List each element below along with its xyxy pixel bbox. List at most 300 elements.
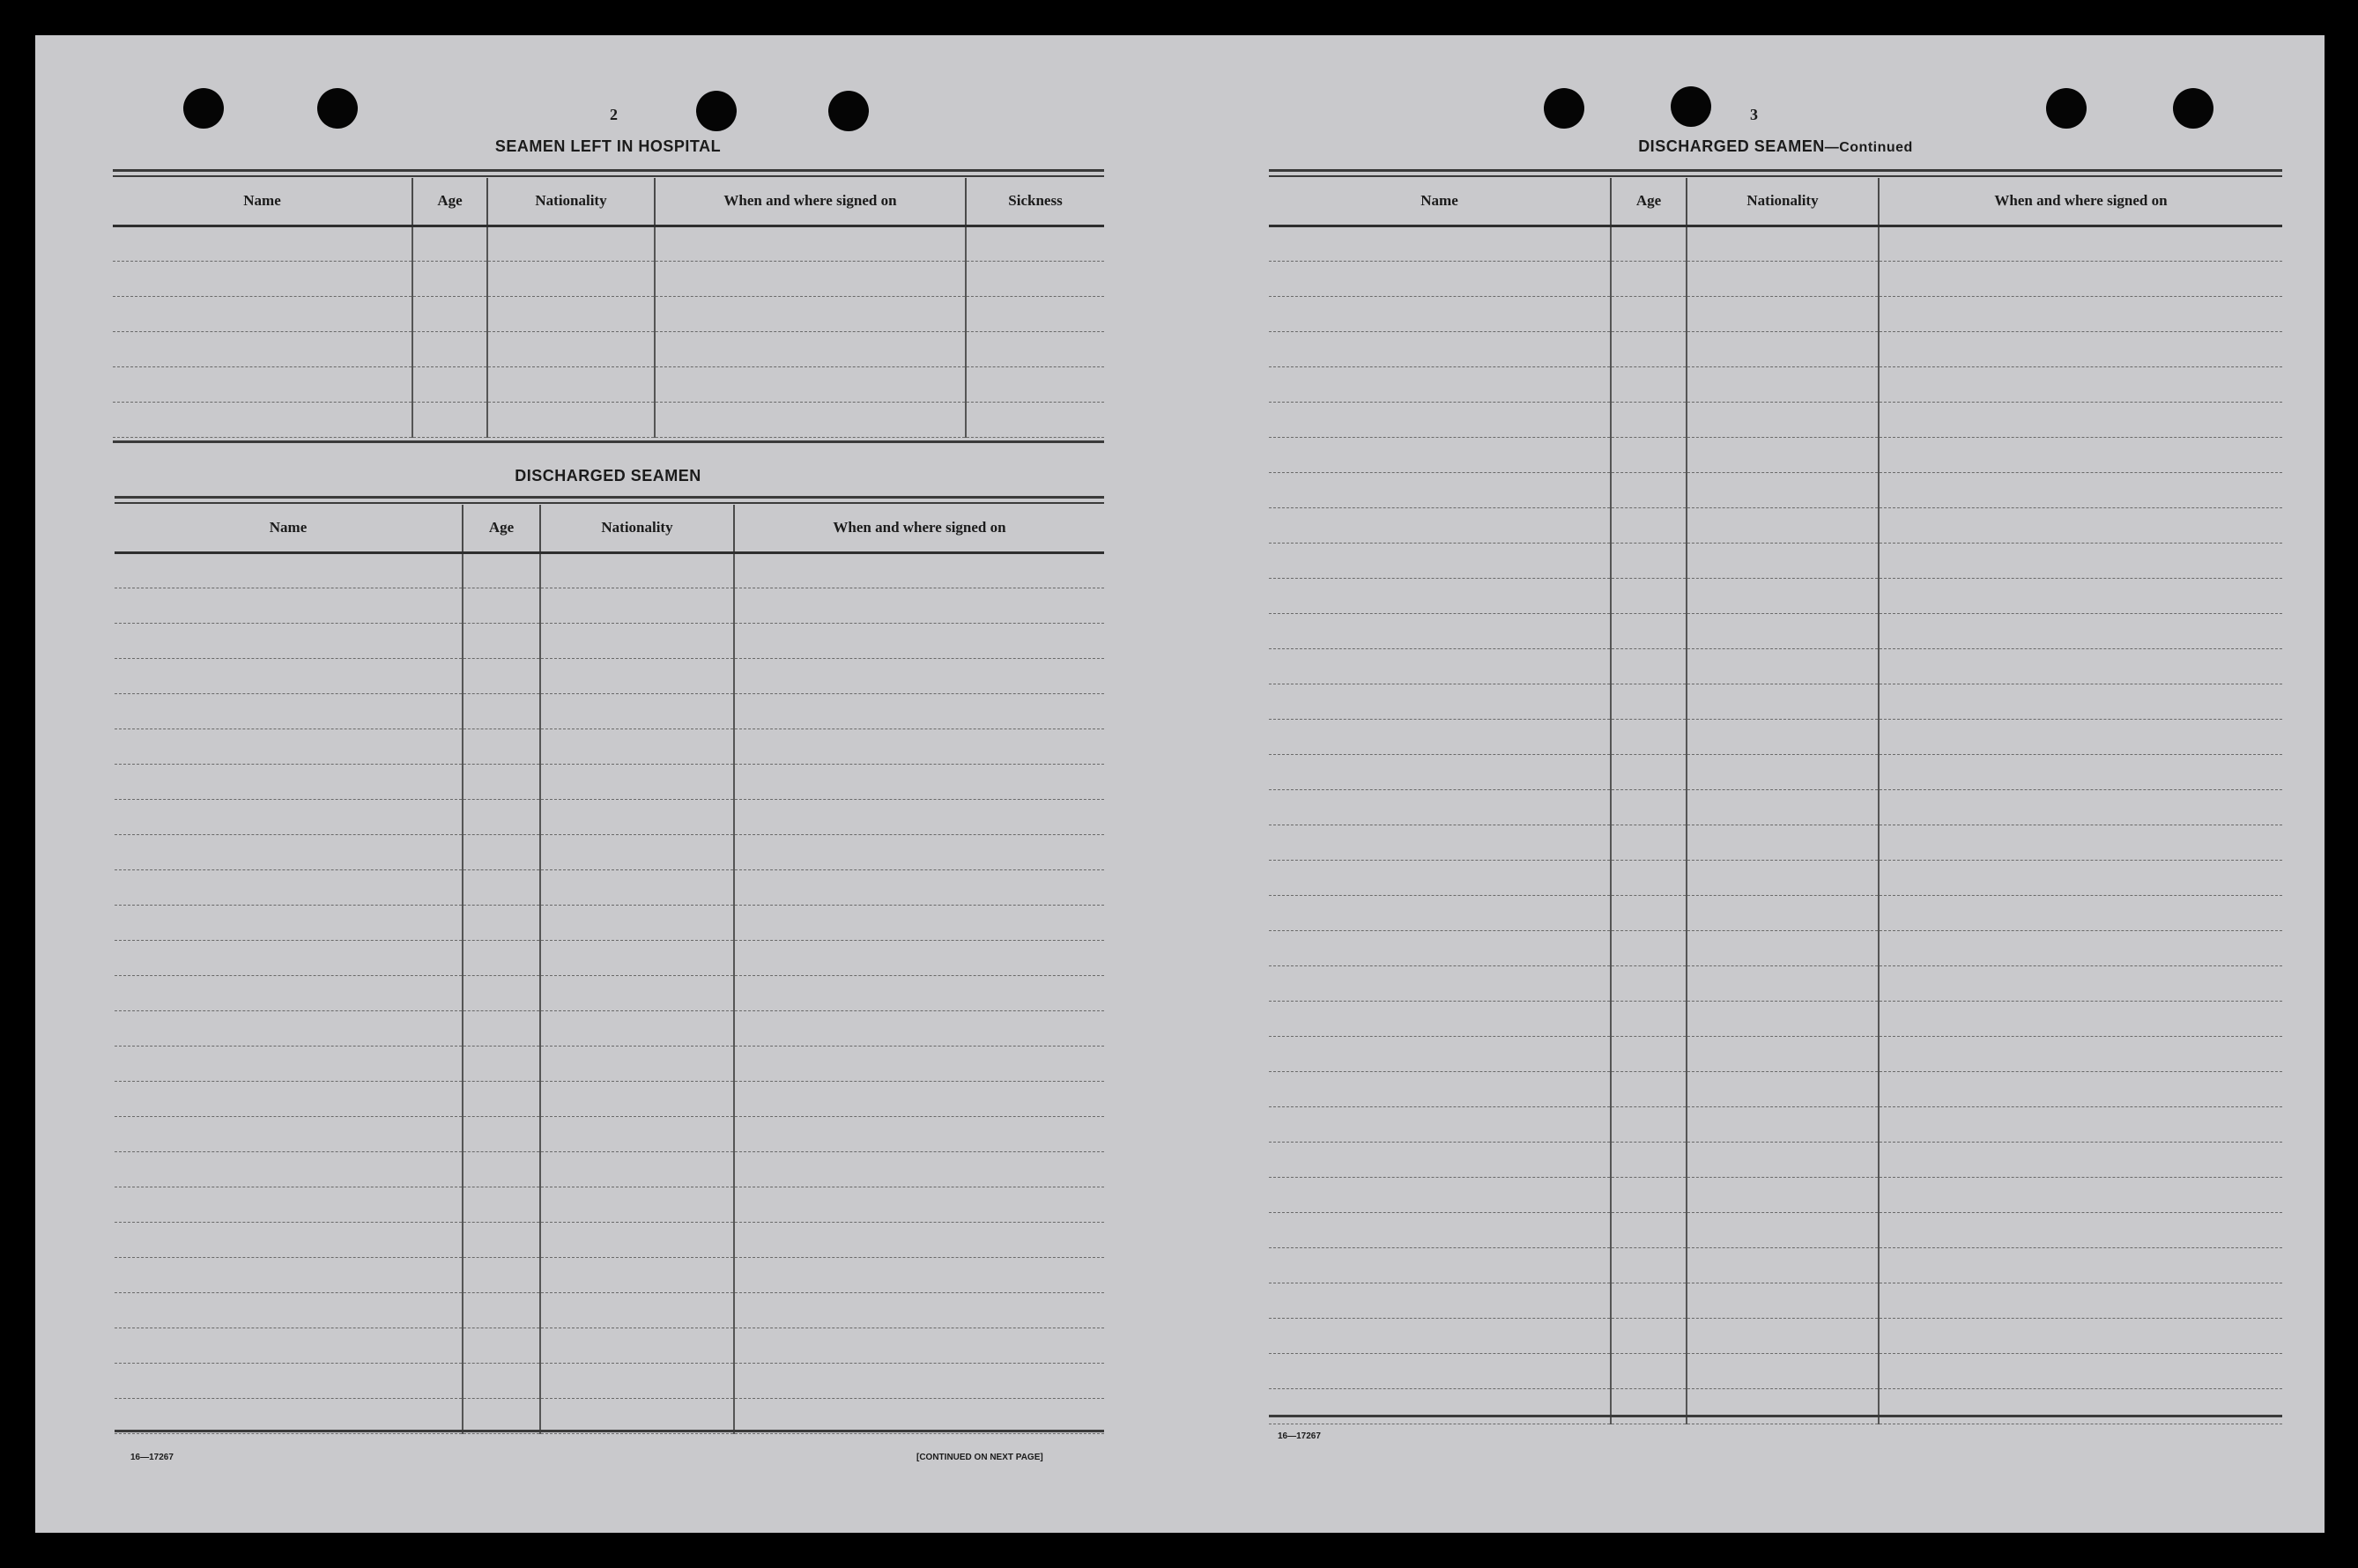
table-cell [1687,578,1879,613]
table-cell [463,1363,540,1398]
page-number-right: 3 [1750,106,1758,123]
table-cell [540,1046,734,1081]
double-rule [115,496,1104,499]
table-row [1269,895,2282,930]
table-cell [734,975,1104,1010]
table-cell [463,1116,540,1151]
table-cell [1611,895,1687,930]
table-row [1269,1353,2282,1388]
column-header-age: Age [463,505,540,552]
table-cell [1687,684,1879,719]
table-cell [463,799,540,834]
table-cell [1269,719,1611,754]
table-cell [1879,789,2282,825]
table-row [115,1398,1104,1433]
table-cell [1687,789,1879,825]
table-cell [1611,402,1687,437]
table-cell [1879,825,2282,860]
table-cell [540,975,734,1010]
table-cell [412,226,487,261]
table-cell [1611,1318,1687,1353]
table-cell [463,975,540,1010]
table-cell [734,658,1104,693]
table-cell [966,261,1104,296]
table-cell [1611,226,1687,261]
table-cell [1611,437,1687,472]
table-cell [734,693,1104,729]
table-cell [1611,1106,1687,1142]
table-cell [113,366,412,402]
table-cell [115,869,463,905]
table-cell [734,729,1104,764]
table-cell [1687,613,1879,648]
table-cell [113,331,412,366]
table-cell [1611,1212,1687,1247]
table-cell [540,693,734,729]
table-cell [1611,1247,1687,1283]
table-cell [1879,543,2282,578]
table-cell [1687,472,1879,507]
discharged-continued-table [1269,178,2282,1424]
punch-hole [1671,86,1711,127]
table-cell [1879,1388,2282,1424]
table-cell [115,1187,463,1222]
table-row [1269,472,2282,507]
table-cell [734,1010,1104,1046]
table-cell [1879,648,2282,684]
table-cell [540,905,734,940]
table-cell [1687,543,1879,578]
table-cell [1611,331,1687,366]
table-cell [1269,613,1611,648]
table-cell [540,799,734,834]
table-row [115,1116,1104,1151]
table-cell [1687,648,1879,684]
table-cell [1687,1283,1879,1318]
table-cell [1611,613,1687,648]
table-cell [1611,366,1687,402]
table-cell [115,1010,463,1046]
table-row [113,261,1104,296]
table-cell [540,834,734,869]
double-rule [115,1430,1104,1432]
table-cell [1687,1247,1879,1283]
table-cell [540,1116,734,1151]
column-header-nationality: Nationality [540,505,734,552]
table-row [115,729,1104,764]
table-row [1269,719,2282,754]
hospital-table [113,178,1104,438]
table-cell [1611,965,1687,1001]
table-cell [115,1257,463,1292]
table-cell [540,1398,734,1433]
table-cell [113,261,412,296]
table-row [115,834,1104,869]
table-cell [1687,754,1879,789]
table-cell [1269,472,1611,507]
table-cell [734,1046,1104,1081]
table-row [115,799,1104,834]
table-row [1269,1036,2282,1071]
table-row [1269,507,2282,543]
table-cell [1687,1177,1879,1212]
table-cell [734,1363,1104,1398]
table-cell [734,1257,1104,1292]
table-cell [1269,789,1611,825]
table-cell [115,552,463,588]
table-cell [1879,366,2282,402]
table-cell [1611,860,1687,895]
table-cell [1687,1142,1879,1177]
table-cell [1269,860,1611,895]
table-cell [115,1081,463,1116]
table-cell [1879,1283,2282,1318]
table-cell [463,1328,540,1363]
table-cell [1269,754,1611,789]
table-cell [1611,930,1687,965]
table-cell [115,940,463,975]
table-cell [1687,507,1879,543]
table-cell [1269,1212,1611,1247]
table-cell [734,1081,1104,1116]
table-row [115,1222,1104,1257]
table-row [113,296,1104,331]
table-cell [1269,331,1611,366]
table-row [1269,366,2282,402]
table-cell [487,261,655,296]
table-cell [487,331,655,366]
table-cell [115,1292,463,1328]
table-row [115,552,1104,588]
table-cell [1879,296,2282,331]
table-row [115,1081,1104,1116]
table-cell [487,226,655,261]
table-cell [1687,1071,1879,1106]
table-cell [1611,684,1687,719]
table-row [1269,543,2282,578]
table-cell [115,905,463,940]
table-cell [1879,860,2282,895]
table-cell [1611,543,1687,578]
column-header-signed-on: When and where signed on [734,505,1104,552]
table-cell [1611,1283,1687,1318]
table-row [1269,1106,2282,1142]
punch-hole [1544,88,1584,129]
double-rule [115,502,1104,504]
section-title-hospital: SEAMEN LEFT IN HOSPITAL [494,137,722,155]
double-rule [113,175,1104,177]
table-cell [412,296,487,331]
punch-hole [183,88,224,129]
table-row [1269,1212,2282,1247]
table-cell [540,869,734,905]
table-cell [1879,1142,2282,1177]
table-cell [1611,1036,1687,1071]
table-cell [1611,825,1687,860]
discharged-table [115,505,1104,1434]
table-row [113,226,1104,261]
table-cell [115,1328,463,1363]
table-cell [1269,1036,1611,1071]
table-cell [540,1151,734,1187]
table-cell [1269,965,1611,1001]
table-cell [1269,648,1611,684]
table-cell [1269,578,1611,613]
table-cell [1879,1212,2282,1247]
table-cell [1687,965,1879,1001]
table-cell [412,366,487,402]
table-row [1269,613,2282,648]
table-cell [115,588,463,623]
punch-hole [317,88,358,129]
table-row [1269,1071,2282,1106]
table-cell [487,296,655,331]
table-cell [1687,1318,1879,1353]
table-cell [734,1398,1104,1433]
table-row [1269,578,2282,613]
table-row [115,588,1104,623]
table-cell [1879,754,2282,789]
table-cell [540,1010,734,1046]
table-cell [463,1046,540,1081]
table-row [115,869,1104,905]
table-cell [115,799,463,834]
column-header-nationality: Nationality [487,178,655,226]
title-main: DISCHARGED SEAMEN [1638,137,1825,155]
table-cell [463,764,540,799]
table-cell [463,1257,540,1292]
table-cell [1687,437,1879,472]
form-number-right: 16—17267 [1278,1431,1321,1441]
table-cell [115,1398,463,1433]
table-cell [463,588,540,623]
table-cell [1879,1247,2282,1283]
table-cell [1879,1353,2282,1388]
table-cell [1269,402,1611,437]
table-row [115,1257,1104,1292]
table-cell [966,296,1104,331]
column-header-age: Age [412,178,487,226]
table-cell [1879,402,2282,437]
section-title-discharged-continued [1269,137,2282,156]
table-row [1269,1001,2282,1036]
table-row [1269,1318,2282,1353]
table-cell [1611,507,1687,543]
table-cell [1611,1001,1687,1036]
double-rule [113,440,1104,443]
table-row [1269,1388,2282,1424]
table-cell [412,331,487,366]
table-cell [113,402,412,437]
table-row [115,940,1104,975]
table-cell [1879,965,2282,1001]
table-cell [115,1046,463,1081]
table-cell [1611,789,1687,825]
table-cell [655,366,966,402]
table-row [115,1363,1104,1398]
double-rule [113,169,1104,172]
table-row [1269,648,2282,684]
table-cell [1687,930,1879,965]
table-cell [540,1222,734,1257]
table-row [1269,684,2282,719]
table-row [1269,437,2282,472]
table-row [115,1292,1104,1328]
table-row [1269,296,2282,331]
table-cell [1879,331,2282,366]
table-cell [1879,578,2282,613]
table-cell [463,834,540,869]
table-cell [1687,719,1879,754]
table-row [1269,226,2282,261]
table-cell [1687,402,1879,437]
double-rule [1269,1415,2282,1417]
table-row [113,366,1104,402]
table-cell [1611,296,1687,331]
table-row [1269,825,2282,860]
table-cell [734,764,1104,799]
table-row [115,1046,1104,1081]
punch-hole [828,91,869,131]
table-cell [463,1222,540,1257]
column-header-name: Name [115,505,463,552]
column-header-nationality: Nationality [1687,178,1879,226]
table-cell [1269,1071,1611,1106]
table-row [115,975,1104,1010]
table-cell [1269,261,1611,296]
table-cell [115,764,463,799]
table-cell [1269,366,1611,402]
table-cell [463,623,540,658]
table-cell [1687,331,1879,366]
table-cell [734,834,1104,869]
table-cell [1879,613,2282,648]
table-cell [1879,1071,2282,1106]
table-cell [655,261,966,296]
table-cell [115,1363,463,1398]
column-header-signed-on: When and where signed on [655,178,966,226]
table-cell [1879,895,2282,930]
table-row [115,1151,1104,1187]
table-row [1269,261,2282,296]
table-cell [734,869,1104,905]
table-cell [1879,1177,2282,1212]
table-row [1269,1283,2282,1318]
table-row [1269,1142,2282,1177]
table-cell [734,552,1104,588]
table-cell [1687,1106,1879,1142]
table-cell [1879,226,2282,261]
table-cell [734,1292,1104,1328]
table-cell [1687,226,1879,261]
table-cell [463,1081,540,1116]
table-cell [1879,1036,2282,1071]
table-cell [1269,226,1611,261]
table-cell [734,1328,1104,1363]
table-cell [540,1081,734,1116]
table-cell [463,940,540,975]
table-cell [655,296,966,331]
table-cell [734,1116,1104,1151]
table-row [1269,331,2282,366]
table-cell [540,764,734,799]
table-cell [412,402,487,437]
table-row [115,1187,1104,1222]
table-cell [115,1116,463,1151]
table-row [1269,860,2282,895]
table-cell [1879,1318,2282,1353]
table-cell [1611,1353,1687,1388]
table-cell [1269,1318,1611,1353]
table-cell [115,729,463,764]
table-cell [463,1187,540,1222]
column-header-signed-on: When and where signed on [1879,178,2282,226]
table-cell [540,1363,734,1398]
table-cell [1611,648,1687,684]
table-cell [1879,437,2282,472]
punch-hole [696,91,737,131]
table-cell [540,658,734,693]
table-row [115,1328,1104,1363]
table-row [115,658,1104,693]
table-row [113,402,1104,437]
table-cell [463,1292,540,1328]
table-cell [1269,930,1611,965]
table-row [1269,402,2282,437]
table-row [1269,930,2282,965]
table-cell [113,226,412,261]
table-row [1269,1177,2282,1212]
table-row [113,331,1104,366]
table-cell [540,729,734,764]
table-cell [540,552,734,588]
table-cell [1611,1142,1687,1177]
table-cell [463,869,540,905]
table-cell [734,940,1104,975]
double-rule [1269,169,2282,172]
table-cell [1687,1212,1879,1247]
table-cell [1269,437,1611,472]
table-cell [115,693,463,729]
table-cell [655,226,966,261]
table-cell [1269,1106,1611,1142]
table-cell [1879,472,2282,507]
table-cell [115,623,463,658]
table-cell [115,1222,463,1257]
table-cell [1879,930,2282,965]
table-cell [1687,366,1879,402]
table-cell [1269,1247,1611,1283]
column-header-name: Name [1269,178,1611,226]
table-cell [734,588,1104,623]
form-number-left: 16—17267 [130,1453,174,1462]
table-cell [966,331,1104,366]
table-row [1269,789,2282,825]
table-cell [1879,1106,2282,1142]
table-cell [1879,1001,2282,1036]
table-cell [734,1187,1104,1222]
table-cell [1687,296,1879,331]
table-cell [463,1398,540,1433]
table-cell [1687,1388,1879,1424]
table-cell [734,799,1104,834]
table-cell [734,1222,1104,1257]
table-cell [540,1292,734,1328]
table-cell [540,588,734,623]
table-cell [1879,261,2282,296]
table-cell [1687,895,1879,930]
table-cell [540,1328,734,1363]
